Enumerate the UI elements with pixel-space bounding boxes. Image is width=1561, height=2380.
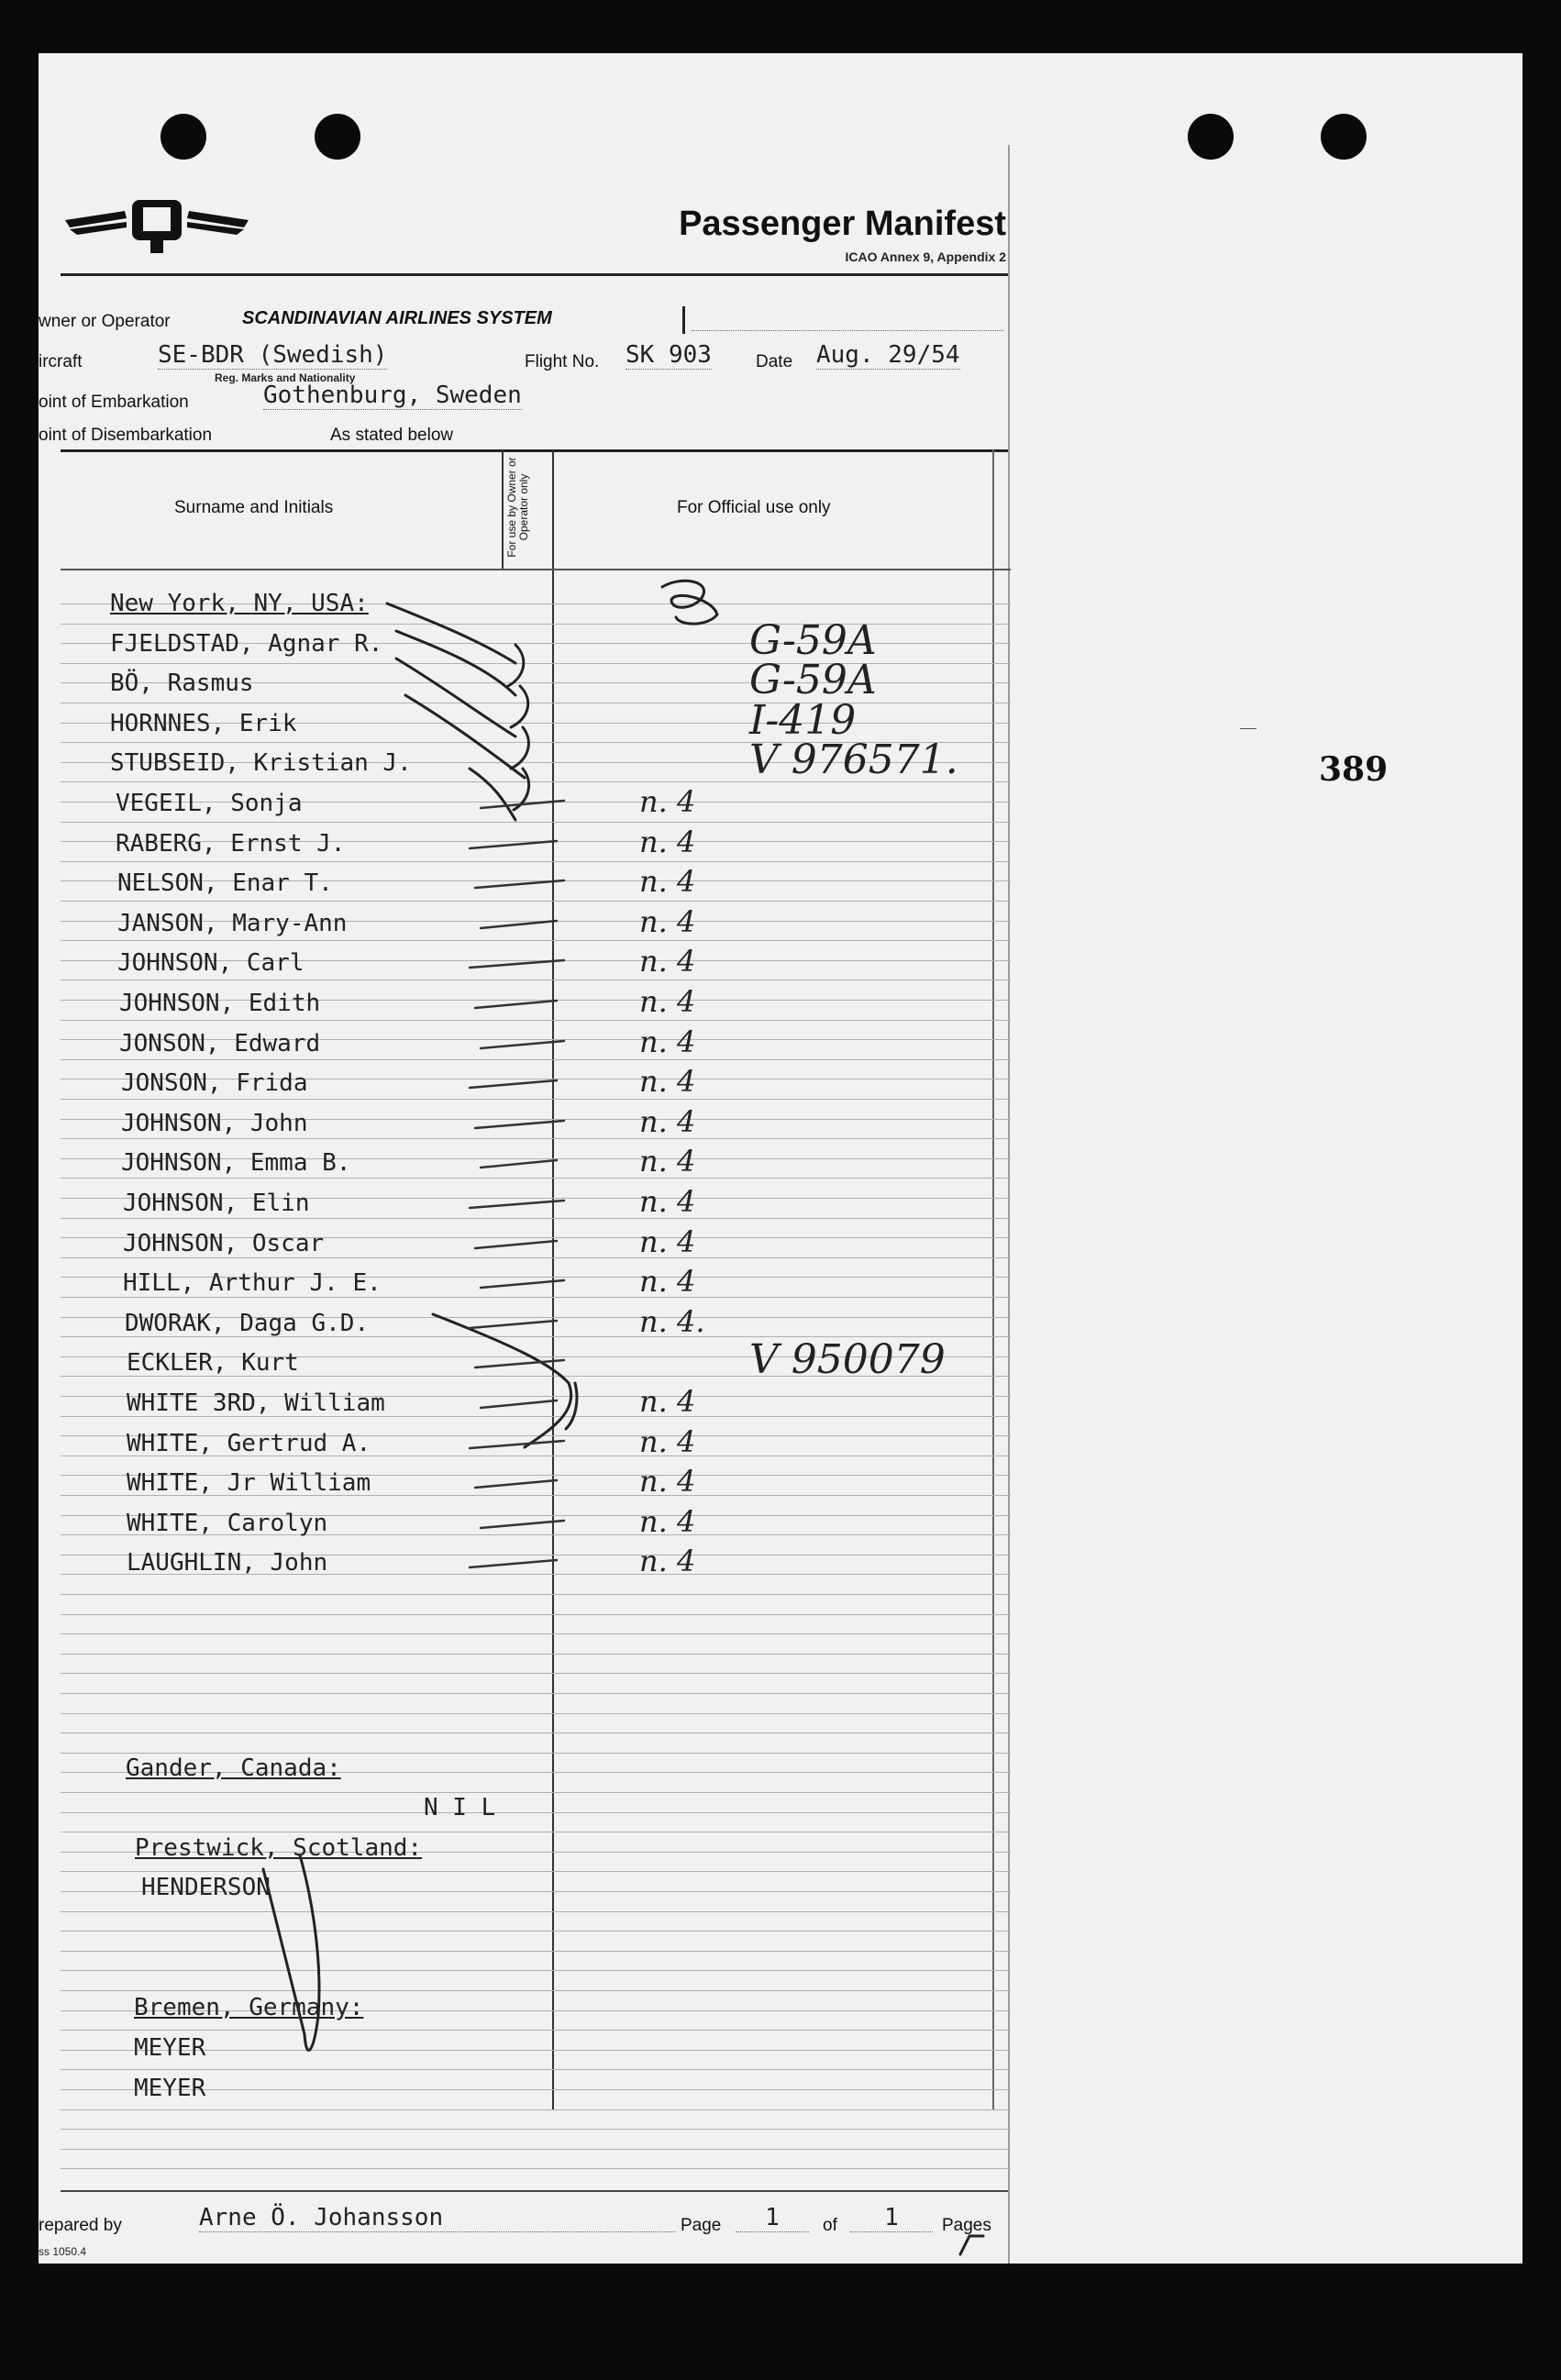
official-mark: n. 4: [639, 1184, 696, 1219]
flight-value: SK 903: [626, 341, 712, 369]
official-mark: n. 4: [639, 864, 696, 899]
stop-gander: Gander, Canada:: [126, 1755, 341, 1782]
form-code: ss 1050.4: [39, 2245, 87, 2258]
passenger-name: BÖ, Rasmus: [110, 670, 254, 697]
official-mark: n. 4: [639, 1424, 696, 1459]
passenger-name: HORNNES, Erik: [110, 710, 297, 737]
official-mark: n. 4: [639, 1264, 696, 1299]
official-mark: V 976571.: [749, 736, 958, 783]
page-label: Page: [681, 2216, 722, 2235]
date-label: Date: [756, 352, 793, 371]
passenger-name: NELSON, Enar T.: [117, 869, 333, 897]
passenger-name: FJELDSTAD, Agnar R.: [110, 630, 383, 658]
passenger-name: WHITE, Carolyn: [127, 1510, 328, 1537]
official-mark: n. 4: [639, 1224, 696, 1259]
official-mark: n. 4: [639, 1104, 696, 1139]
passenger-name: JONSON, Edward: [119, 1030, 321, 1057]
archive-page-number: 389: [1319, 750, 1389, 789]
official-mark: n. 4: [639, 784, 696, 819]
embarkation-label: oint of Embarkation: [39, 393, 189, 412]
stop-gander-nil: N I L: [424, 1794, 496, 1821]
passenger-name: RABERG, Ernst J.: [116, 830, 346, 858]
disembarkation-value: As stated below: [330, 426, 454, 445]
form-title: Passenger Manifest: [679, 205, 1006, 243]
official-mark: n. 4.: [639, 1304, 705, 1339]
passenger-meyer: MEYER: [134, 2034, 206, 2062]
passenger-meyer: MEYER: [134, 2075, 206, 2102]
of-label: of: [823, 2216, 837, 2235]
aircraft-label: ircraft: [39, 352, 83, 371]
passenger-name: JOHNSON, John: [121, 1110, 308, 1137]
of-value: 1: [850, 2204, 933, 2232]
passenger-name: STUBSEID, Kristian J.: [110, 749, 412, 777]
passenger-name: DWORAK, Daga G.D.: [125, 1310, 370, 1337]
official-mark: n. 4: [639, 1024, 696, 1059]
prepared-value: Arne Ö. Johansson: [199, 2204, 676, 2232]
passenger-name: LAUGHLIN, John: [127, 1549, 328, 1577]
prepared-label: repared by: [39, 2216, 122, 2235]
official-mark: I-419: [749, 697, 857, 744]
official-mark: n. 4: [639, 944, 696, 979]
pages-label: Pages: [942, 2216, 991, 2235]
passenger-name: ECKLER, Kurt: [127, 1349, 299, 1377]
passenger-name: WHITE, Gertrud A.: [127, 1430, 371, 1457]
aircraft-value: SE-BDR (Swedish): [158, 341, 388, 369]
form-subtitle: ICAO Annex 9, Appendix 2: [845, 249, 1006, 264]
passenger-name: JONSON, Frida: [121, 1069, 308, 1097]
official-mark: n. 4: [639, 1464, 696, 1499]
official-mark: n. 4: [639, 1064, 696, 1099]
passenger-name: JOHNSON, Emma B.: [121, 1149, 351, 1177]
passenger-name: WHITE, Jr William: [127, 1469, 371, 1497]
official-mark: n. 4: [639, 1144, 696, 1179]
owner-label: wner or Operator: [39, 312, 171, 331]
passenger-name: JOHNSON, Oscar: [123, 1230, 325, 1257]
passenger-name: JOHNSON, Elin: [123, 1190, 310, 1217]
official-mark: n. 4: [639, 825, 696, 859]
owner-value: SCANDINAVIAN AIRLINES SYSTEM: [242, 308, 552, 328]
official-mark: V 950079: [749, 1336, 946, 1383]
passenger-name: JOHNSON, Edith: [119, 990, 321, 1017]
official-mark: n. 4: [639, 1544, 696, 1578]
official-mark: n. 4: [639, 1504, 696, 1539]
column-header-owner-use: For use by Owner or Operator only: [505, 457, 530, 558]
passenger-henderson: HENDERSON: [141, 1874, 271, 1901]
official-mark: n. 4: [639, 984, 696, 1019]
handwritten-marks: [39, 53, 1522, 2264]
manifest-sheet: [39, 53, 1522, 2264]
page-value: 1: [736, 2204, 809, 2232]
stop-prestwick: Prestwick, Scotland:: [135, 1834, 423, 1862]
flight-label: Flight No.: [525, 352, 600, 371]
disembarkation-label: oint of Disembarkation: [39, 426, 213, 445]
passenger-name: WHITE 3RD, William: [127, 1389, 385, 1417]
passenger-name: JOHNSON, Carl: [117, 949, 304, 977]
destination-heading: New York, NY, USA:: [110, 590, 369, 617]
embarkation-value: Gothenburg, Sweden: [263, 382, 522, 409]
official-mark: G-59A: [749, 617, 877, 664]
passenger-name: JANSON, Mary-Ann: [117, 910, 348, 937]
official-mark: n. 4: [639, 904, 696, 939]
aircraft-hint: Reg. Marks and Nationality: [215, 371, 356, 384]
stop-bremen: Bremen, Germany:: [134, 1994, 364, 2021]
column-header-surname: Surname and Initials: [174, 498, 334, 517]
date-value: Aug. 29/54: [816, 341, 960, 369]
passenger-name: HILL, Arthur J. E.: [123, 1269, 382, 1297]
passenger-name: VEGEIL, Sonja: [116, 790, 303, 817]
column-header-official: For Official use only: [677, 498, 831, 517]
official-mark: n. 4: [639, 1384, 696, 1419]
official-mark: G-59A: [749, 657, 877, 703]
